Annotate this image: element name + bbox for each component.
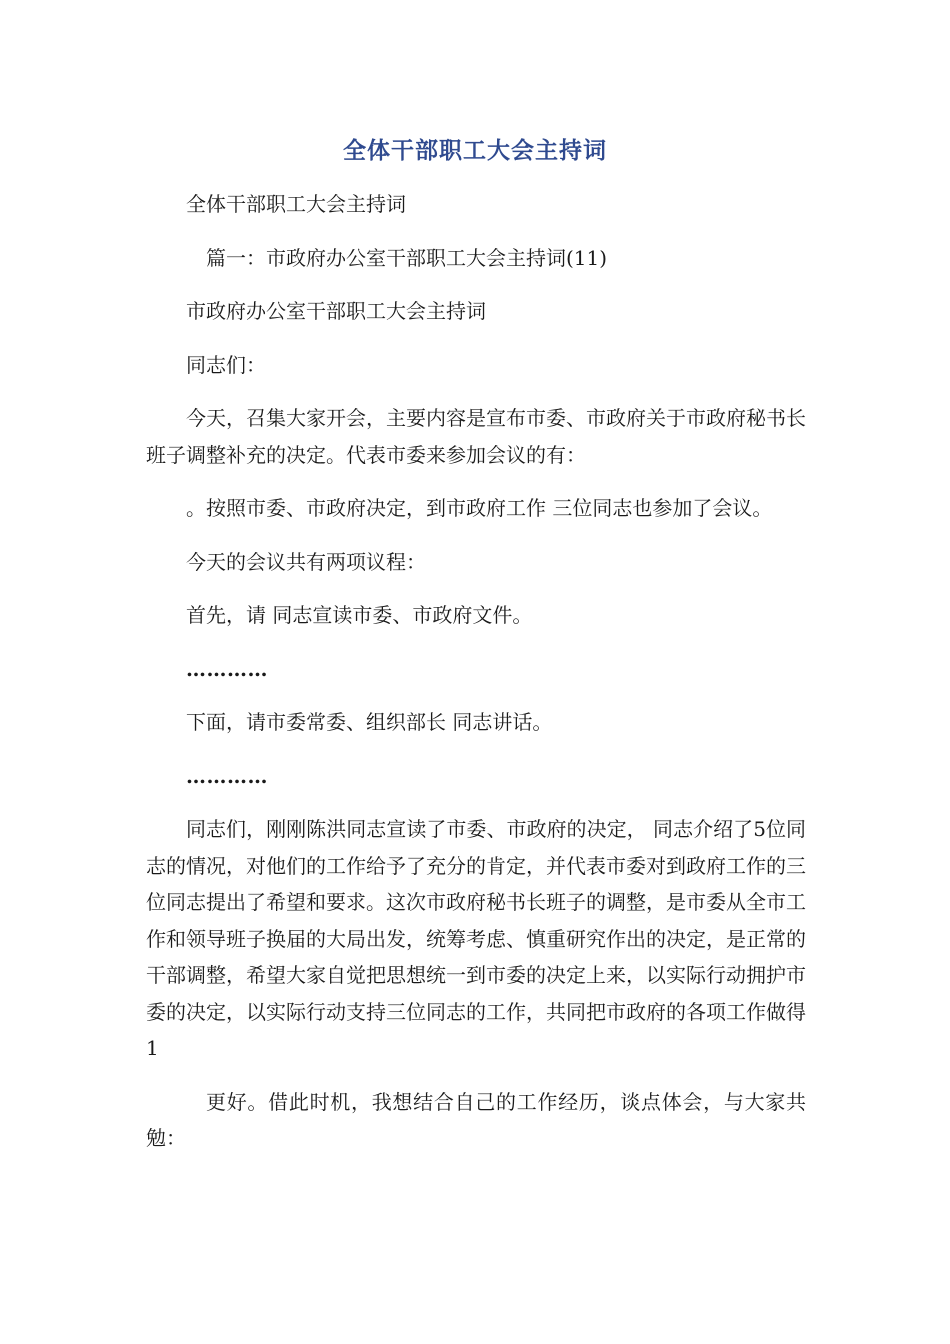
paragraph-agenda-item-2: 下面，请市委常委、组织部长 同志讲话。	[186, 710, 553, 734]
paragraph-agenda-intro: 今天的会议共有两项议程：	[186, 549, 426, 574]
paragraph-heading: 全体干部职工大会主持词	[186, 192, 406, 216]
paragraph-closing: 更好。借此时机，我想结合自己的工作经历，谈点体会，与大家共勉：	[146, 1089, 806, 1150]
paragraph-chapter-title: 篇一：市政府办公室干部职工大会主持词(11)	[206, 245, 608, 270]
paragraph-salutation: 同志们：	[186, 352, 266, 377]
paragraph-attendees: 。按照市委、市政府决定，到市政府工作 三位同志也参加了会议。	[186, 496, 773, 520]
paragraph-agenda-item-1: 首先，请 同志宣读市委、市政府文件。	[186, 603, 533, 627]
paragraph-subtitle: 市政府办公室干部职工大会主持词	[186, 299, 486, 323]
document-title: 全体干部职工大会主持词	[343, 138, 607, 164]
paragraph-ellipsis: …………	[186, 656, 268, 681]
document-body	[146, 186, 806, 1174]
paragraph-main-speech: 同志们，刚刚陈洪同志宣读了市委、市政府的决定， 同志介绍了5位同志的情况，对他们的工作给予了充分的肯定，并代表市委对到政府工作的三位同志提出了希望和要求。这次市政府秘书长班子的调整，是市委从全市工作和领导班子换届的大局出发，统筹考虑、慎重研究作出的决定，是正常的干部调整，希望大家自觉把思想统一到市委的决定上来，以实际行动拥护市委的决定，以实际行动支持三位同志的工作，共同把市政府的各项工作做得 1	[146, 817, 806, 1060]
paragraph-ellipsis: …………	[186, 763, 268, 788]
paragraph-opening: 今天，召集大家开会，主要内容是宣布市委、市政府关于市政府秘书长班子调整补充的决定。代表市委来参加会议的有：	[146, 406, 806, 467]
